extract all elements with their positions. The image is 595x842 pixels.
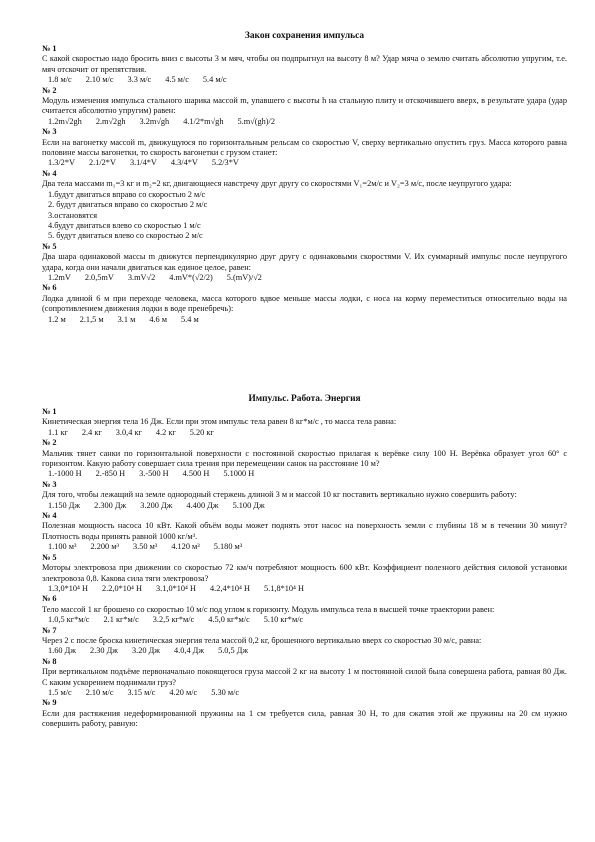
problem-text: Два тела массами m₁=3 кг и m₂=2 кг, двигающиеся навстречу друг другу со скоростями V₁=2м/с и V₂=3 м/с, после неупругого удара: [42, 179, 512, 189]
answer-options [42, 615, 567, 625]
answer-option: 3.15 м/с [127, 687, 156, 697]
answer-option: 4.0,4 Дж [174, 646, 205, 656]
answer-options [42, 315, 567, 325]
answer-option: 3.остановятся [48, 210, 98, 220]
answer-option: 2.10 м/с [85, 687, 114, 697]
answer-option: 1.150 Дж [48, 500, 81, 510]
answer-option: 1.0,5 кг*м/с [48, 615, 90, 625]
answer-option: 3.50 м³ [132, 542, 158, 552]
problem [42, 480, 567, 511]
problem-number: № 6 [42, 283, 57, 293]
section-title: Импульс. Работа. Энергия [248, 394, 361, 404]
answer-option: 1.8 м/с [48, 75, 72, 85]
answer-options [42, 584, 567, 594]
answer-option: 4.120 м³ [171, 542, 200, 552]
answer-option: 1.2mV [48, 272, 71, 282]
answer-option: 3.mV√2 [127, 272, 156, 282]
answer-option: 1.3,0*10⁴ Н [48, 583, 88, 593]
answer-option: 1.-1000 Н [48, 469, 82, 479]
problem [42, 553, 567, 595]
problem [42, 242, 567, 284]
answer-option: 1.5 м/с [48, 687, 72, 697]
answer-option: 4.400 Дж [186, 500, 219, 510]
problem [42, 44, 567, 86]
problem-text: Тело массой 1 кг брошено со скоростью 10 м/с под углом к горизонту. Модуль импульса тела в высшей точке траектории равен: [42, 604, 495, 614]
problem [42, 283, 567, 325]
problem-number: № 7 [42, 625, 57, 635]
answer-option: 3.2,5 кг*м/с [152, 615, 195, 625]
answer-option: 4.будут двигаться влево со скоростью 1 м/с [48, 220, 201, 230]
problem [42, 657, 567, 699]
section-title: Закон сохранения импульса [244, 31, 365, 41]
answer-option: 3.1 м [117, 314, 136, 324]
answer-option: 4.20 м/с [169, 687, 198, 697]
answer-option: 2.m√2gh [95, 116, 126, 126]
problem-text: Мальчик тянет санки по горизонтальной поверхности с постоянной скоростью прилагая к верёвке силу 100 Н. Верёвка образует угол 60° с горизонтом. Какую работу совершает сила трения при перемещении санок на расстояние 10 м? [42, 448, 567, 469]
problem-text: С какой скоростью надо бросить вниз с высоты 3 м мяч, чтобы он подпрыгнул на высоту 8 м? Удар мяча о землю считать абсолютно упругим, т.е. мяч отскочит от препятствия. [42, 54, 567, 74]
answer-options [42, 428, 567, 438]
answer-option: 3.1/4*V [129, 158, 157, 168]
answer-option: 5.10 кг*м/с [263, 615, 304, 625]
problem-text: Моторы электровоза при движении со скоростью 72 км/ч потребляют мощность 600 кВт. Коэффициент полезного действия силовой установки электровоза 0,8. Какова сила тяги электровоза? [42, 563, 567, 583]
problem-number: № 5 [42, 552, 57, 562]
answer-option: 5. будут двигаться влево со скоростью 2 м/с [48, 231, 203, 241]
answer-option: 4.5 м/с [165, 75, 189, 85]
problem-number: № 9 [42, 698, 57, 708]
answer-option: 3.200 Дж [140, 500, 173, 510]
answer-option: 1.3/2*V [48, 158, 75, 168]
answer-option: 4.6 м [149, 314, 168, 324]
answer-option: 3.0,4 кг [115, 427, 142, 437]
answer-options [42, 646, 567, 656]
problem-text: При вертикальном подъёме первоначально покоящегося груза массой 2 кг на высоту 1 м постоянной силой была совершена работа, равная 80 Дж. С каким ускорением поднимали груз? [42, 667, 567, 687]
section-momentum-work-energy [42, 393, 567, 730]
problem [42, 127, 567, 169]
answer-options [42, 501, 567, 511]
answer-option: 5.0,5 Дж [218, 646, 249, 656]
answer-option: 5.4 м/с [202, 75, 227, 85]
answer-option: 2.0,5mV [84, 272, 114, 282]
answer-option: 2.200 м³ [90, 542, 119, 552]
answer-option: 2.10 м/с [85, 75, 114, 85]
answer-option: 3.3 м/с [127, 75, 152, 85]
answer-option: 3.1,0*10⁴ Н [156, 583, 196, 593]
answer-option: 5.20 кг [189, 427, 214, 437]
answer-option: 2.2,0*10⁴ Н [102, 583, 142, 593]
answer-option: 2.1,5 м [79, 314, 104, 324]
answer-option: 3.-500 Н [139, 469, 169, 479]
problem-text: Если для растяжения недеформированной пружины на 1 см требуется сила, равная 30 Н, то для сжатия этой же пружины на 20 см нужно совершить работу, равную: [42, 708, 567, 729]
answer-option: 3.20 Дж [132, 646, 160, 656]
answer-option: 5.2/3*V [211, 158, 239, 168]
answer-option: 4.2,4*10⁴ Н [210, 583, 250, 593]
problem [42, 511, 567, 553]
answer-option: 1.2m√2gh [48, 116, 82, 126]
answer-option: 3.2m√gh [139, 116, 170, 126]
problem-number: № 1 [42, 44, 57, 53]
answer-option: 4.2 кг [155, 427, 176, 437]
answer-option: 2.4 кг [81, 427, 102, 437]
answer-option: 5.1000 Н [223, 469, 255, 479]
answer-option: 2.30 Дж [90, 646, 118, 656]
problem [42, 407, 567, 438]
answer-option: 5.(mV)/√2 [226, 272, 262, 282]
problem-number: № 2 [42, 85, 57, 95]
answer-option: 2.1/2*V [88, 158, 116, 168]
answer-option: 5.m√(gh)/2 [237, 116, 275, 126]
answer-option: 4.3/4*V [170, 158, 198, 168]
problem-number: № 3 [42, 127, 57, 137]
section-momentum-conservation [42, 30, 567, 325]
answer-option: 4.500 Н [182, 469, 210, 479]
problem-number: № 4 [42, 168, 57, 178]
answer-option: 2.1 кг*м/с [103, 615, 139, 625]
answer-option: 1.100 м³ [48, 542, 77, 552]
answer-options [42, 469, 567, 479]
answer-options [42, 542, 567, 552]
answer-option: 5.4 м [181, 314, 199, 324]
problem-text: Лодка длиной 6 м при переходе человека, масса которого вдвое меньше массы лодки, с носа на корму переместиться относительно воды на (сопротивлением движения лодки в воде пренебречь): [42, 293, 567, 314]
answer-option: 1.будут двигаться вправо со скоростью 2 м/с [48, 189, 206, 199]
problem-number: № 1 [42, 407, 57, 416]
problem-text: Если на вагонетку массой m, движущуюся по горизонтальным рельсам со скоростью V, сверху вертикально опустить груз. Масса которого равна половине массы вагонетки, то скорость вагонетки с грузом станет: [42, 137, 567, 158]
answer-option: 4.mV*(√2/2) [169, 272, 213, 282]
answer-options [42, 688, 567, 698]
problem [42, 169, 567, 242]
answer-options [42, 117, 567, 127]
problem [42, 438, 567, 480]
answer-options [42, 190, 567, 242]
problem-number: № 3 [42, 479, 57, 489]
problem [42, 626, 567, 657]
answer-option: 5.1,8*10⁴ Н [264, 583, 304, 593]
problem-text: Для того, чтобы лежащий на земле однородный стержень длиной 3 м и массой 10 кг поставить вертикально нужно совершить работу: [42, 490, 517, 500]
problem-number: № 8 [42, 656, 57, 666]
answer-option: 5.180 м³ [213, 542, 243, 552]
problem [42, 86, 567, 128]
answer-option: 1.2 м [48, 314, 66, 324]
answer-option: 4.1/2*m√gh [183, 116, 224, 126]
problem-number: № 2 [42, 438, 57, 448]
problem-text: Через 2 с после броска кинетическая энергия тела массой 0,2 кг, брошенного вертикально вверх со скоростью 30 м/с, равна: [42, 635, 482, 645]
answer-option: 1.1 кг [48, 427, 68, 437]
answer-options [42, 273, 567, 283]
problem [42, 594, 567, 625]
answer-option: 5.100 Дж [232, 500, 265, 510]
problem-text: Два шара одинаковой массы m движутся перпендикулярно друг другу с одинаковыми скоростями V. Их суммарный импульс после неупругого удара, когда они начали двигаться как единое целое, равен: [42, 252, 567, 272]
answer-option: 2. будут двигаться вправо со скоростью 2 м/с [48, 200, 208, 210]
problem-text: Полезная мощность насоса 10 кВт. Какой объём воды может поднять этот насос на поверхность земли с глубины 18 м в течении 30 минут? Плотность воды принять равной 1000 кг/м³. [42, 521, 567, 541]
answer-option: 5.30 м/с [211, 687, 240, 697]
problem-number: № 4 [42, 511, 57, 521]
answer-options [42, 158, 567, 168]
problem [42, 698, 567, 729]
answer-option: 4.5,0 кг*м/с [208, 615, 250, 625]
answer-option: 1.60 Дж [48, 646, 76, 656]
problem-number: № 5 [42, 241, 57, 251]
problem-number: № 6 [42, 594, 57, 604]
answer-options [42, 75, 567, 85]
answer-option: 2.300 Дж [94, 500, 127, 510]
answer-option: 2.-850 Н [95, 469, 126, 479]
problem-text: Кинетическая энергия тела 16 Дж. Если при этом импульс тела равен 8 кг*м/с , то масса тела равна: [42, 417, 397, 427]
problem-text: Модуль изменения импульса стального шарика массой m, упавшего с высоты h на стальную плиту и отскочившего вверх, в результате удара (удар считается абсолютно упругим) равен: [42, 96, 567, 116]
